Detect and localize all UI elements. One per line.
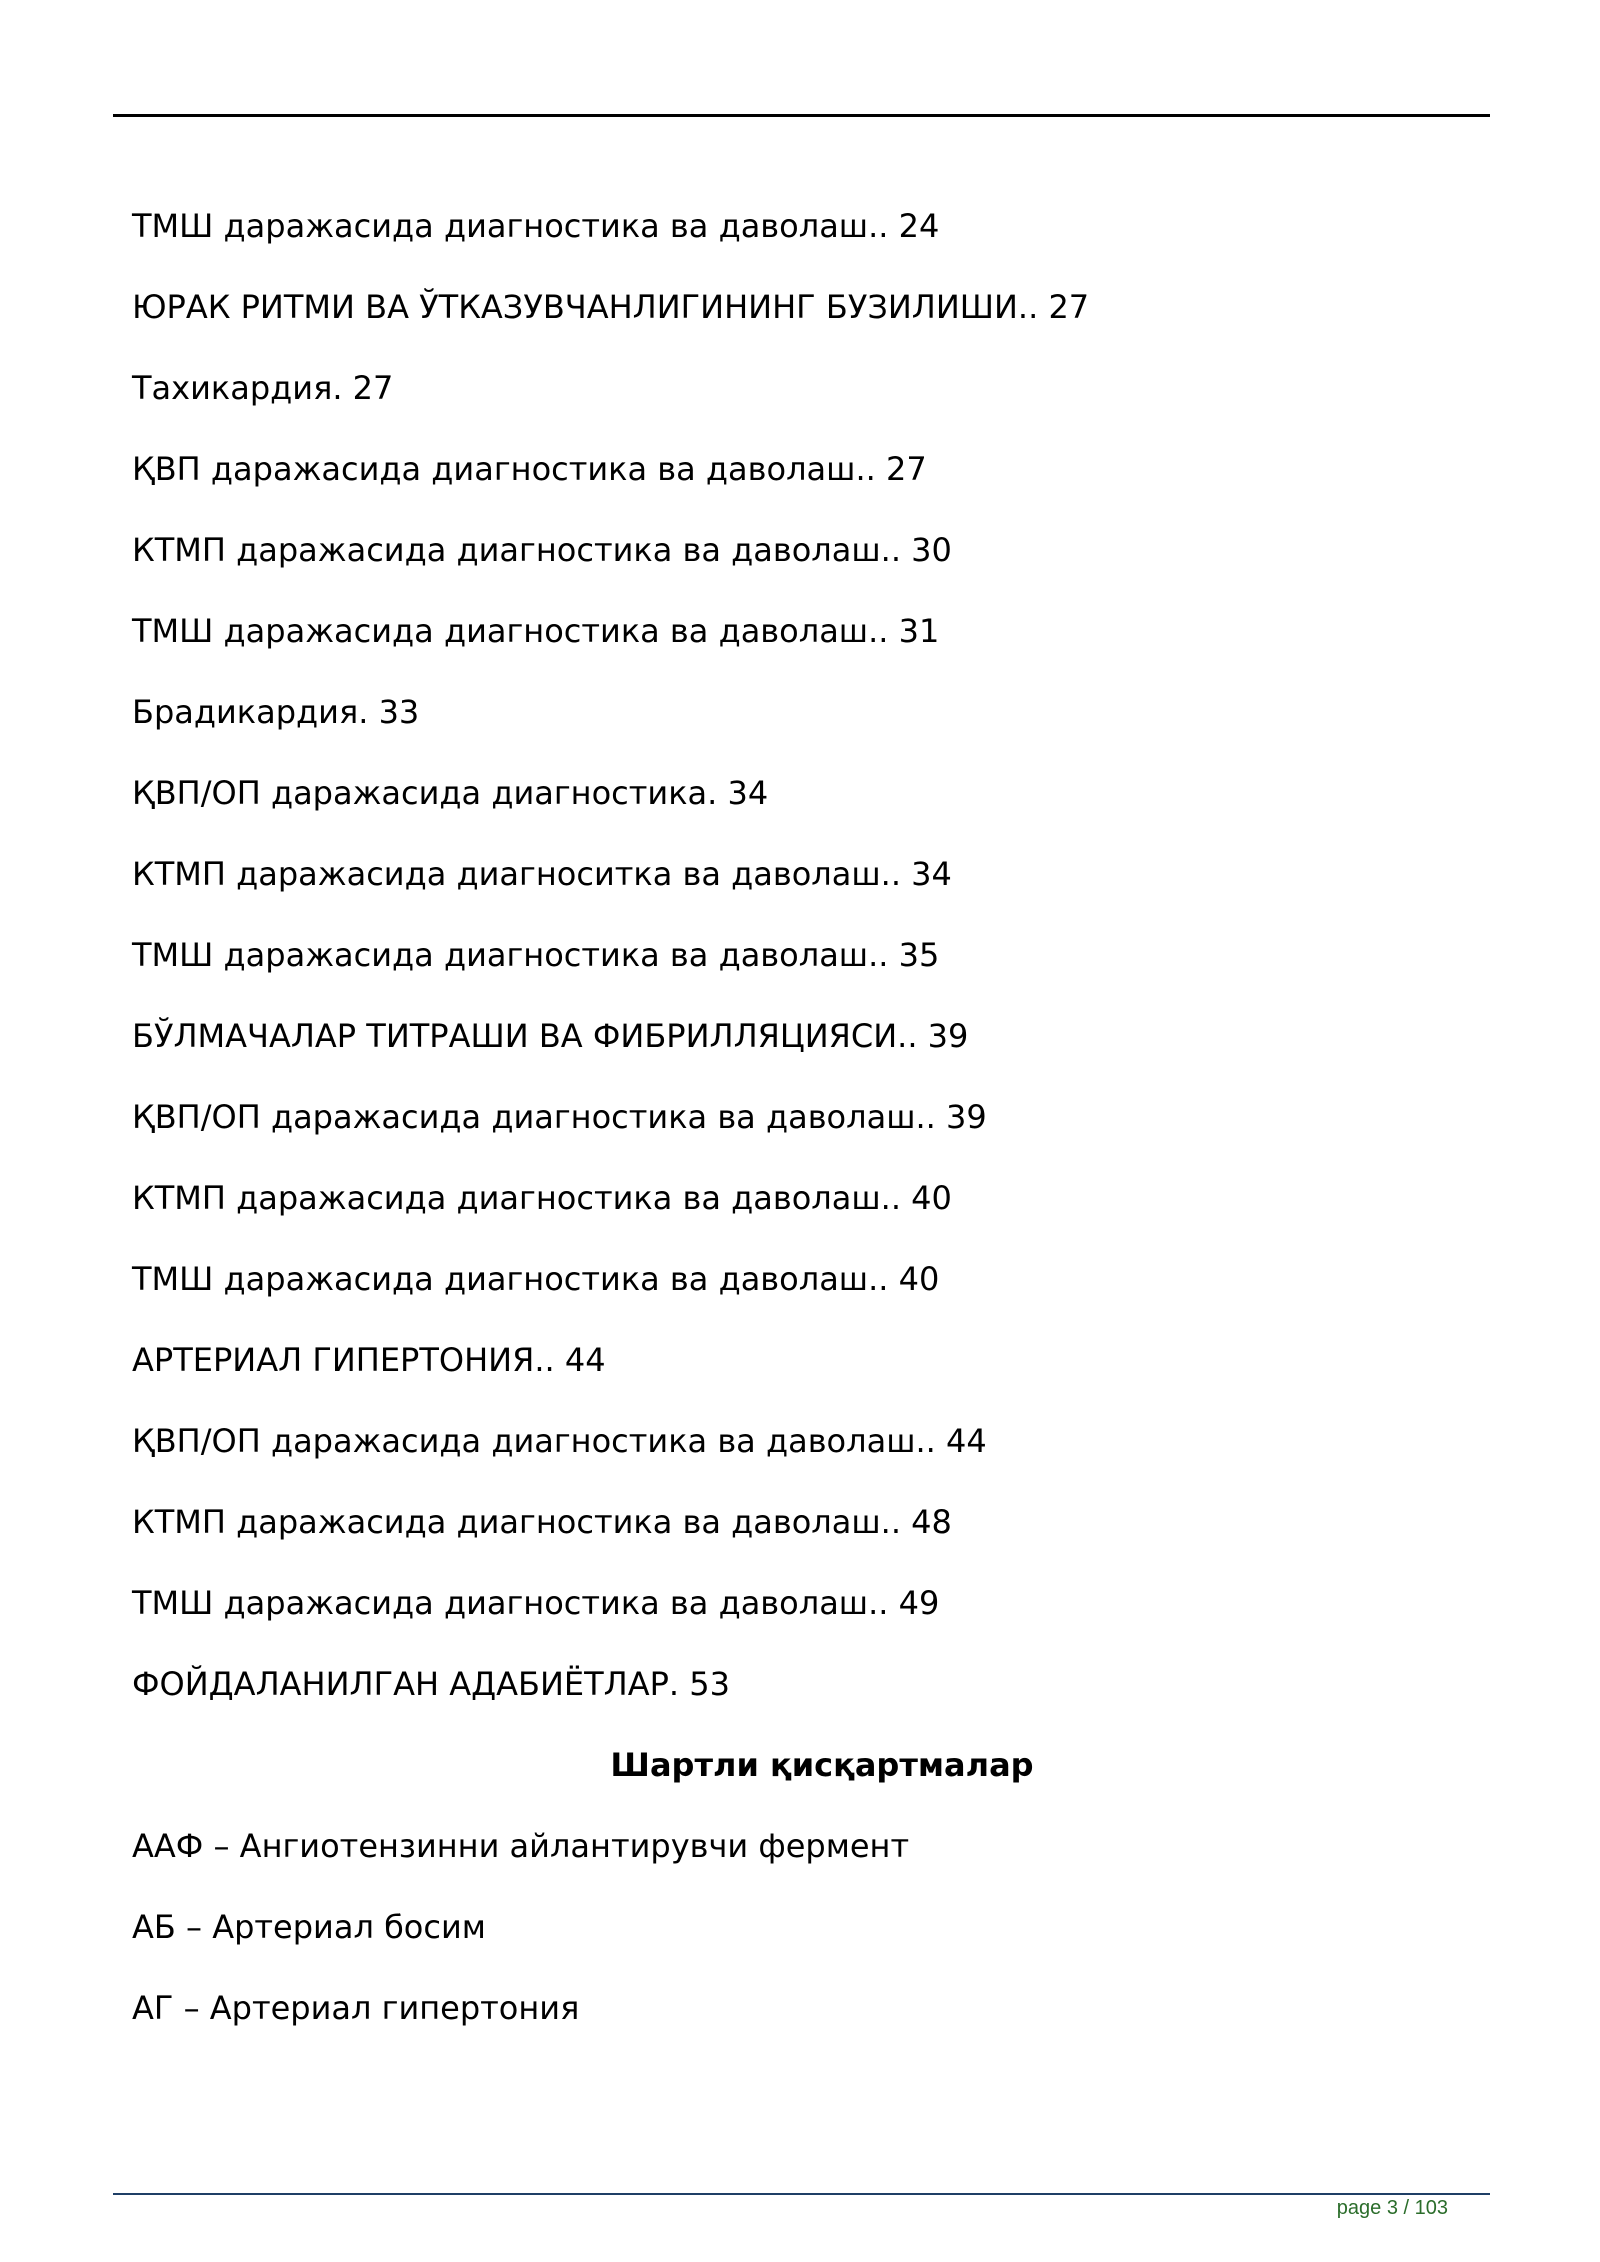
abbreviation-item: ААФ – Ангиотензинни айлантирувчи фермент — [132, 1827, 910, 1865]
toc-entry[interactable]: АРТЕРИАЛ ГИПЕРТОНИЯ.. 44 — [132, 1341, 606, 1379]
toc-entry[interactable]: ТМШ даражасида диагностика ва даволаш.. 40 — [132, 1260, 940, 1298]
toc-entry[interactable]: ҚВП/ОП даражасида диагностика. 34 — [132, 774, 769, 812]
toc-entry[interactable]: КТМП даражасида диагноситка ва даволаш.. 34 — [132, 855, 952, 893]
toc-entry[interactable]: КТМП даражасида диагностика ва даволаш.. 40 — [132, 1179, 952, 1217]
page-number: page 3 / 103 — [1336, 2197, 1448, 2219]
toc-entry[interactable]: ТМШ даражасида диагностика ва даволаш.. 24 — [132, 207, 940, 245]
toc-entry[interactable]: ҚВП/ОП даражасида диагностика ва даволаш.. 39 — [132, 1098, 987, 1136]
toc-entry[interactable]: КТМП даражасида диагностика ва даволаш.. 48 — [132, 1503, 952, 1541]
abbreviations-heading: Шартли қисқартмалар — [610, 1746, 1034, 1784]
toc-entry[interactable]: БЎЛМАЧАЛАР ТИТРАШИ ВА ФИБРИЛЛЯЦИЯСИ.. 39 — [132, 1017, 969, 1055]
toc-entry[interactable]: ТМШ даражасида диагностика ва даволаш.. 49 — [132, 1584, 940, 1622]
abbreviation-item: АГ – Артериал гипертония — [132, 1989, 580, 2027]
toc-entry[interactable]: КТМП даражасида диагностика ва даволаш.. 30 — [132, 531, 952, 569]
toc-entry[interactable]: Брадикардия. 33 — [132, 693, 420, 731]
header-rule — [113, 114, 1490, 117]
toc-entry[interactable]: Тахикардия. 27 — [132, 369, 394, 407]
toc-entry[interactable]: ФОЙДАЛАНИЛГАН АДАБИЁТЛАР. 53 — [132, 1665, 730, 1703]
toc-entry[interactable]: ЮРАК РИТМИ ВА ЎТКАЗУВЧАНЛИГИНИНГ БУЗИЛИШИ.. 27 — [132, 288, 1090, 326]
toc-entry[interactable]: ҚВП даражасида диагностика ва даволаш.. 27 — [132, 450, 927, 488]
document-body — [132, 194, 1472, 2057]
footer-rule — [113, 2193, 1490, 2195]
toc-entry[interactable]: ТМШ даражасида диагностика ва даволаш.. 31 — [132, 612, 940, 650]
toc-entry[interactable]: ТМШ даражасида диагностика ва даволаш.. 35 — [132, 936, 940, 974]
abbreviation-item: АБ – Артериал босим — [132, 1908, 486, 1946]
toc-entry[interactable]: ҚВП/ОП даражасида диагностика ва даволаш.. 44 — [132, 1422, 987, 1460]
